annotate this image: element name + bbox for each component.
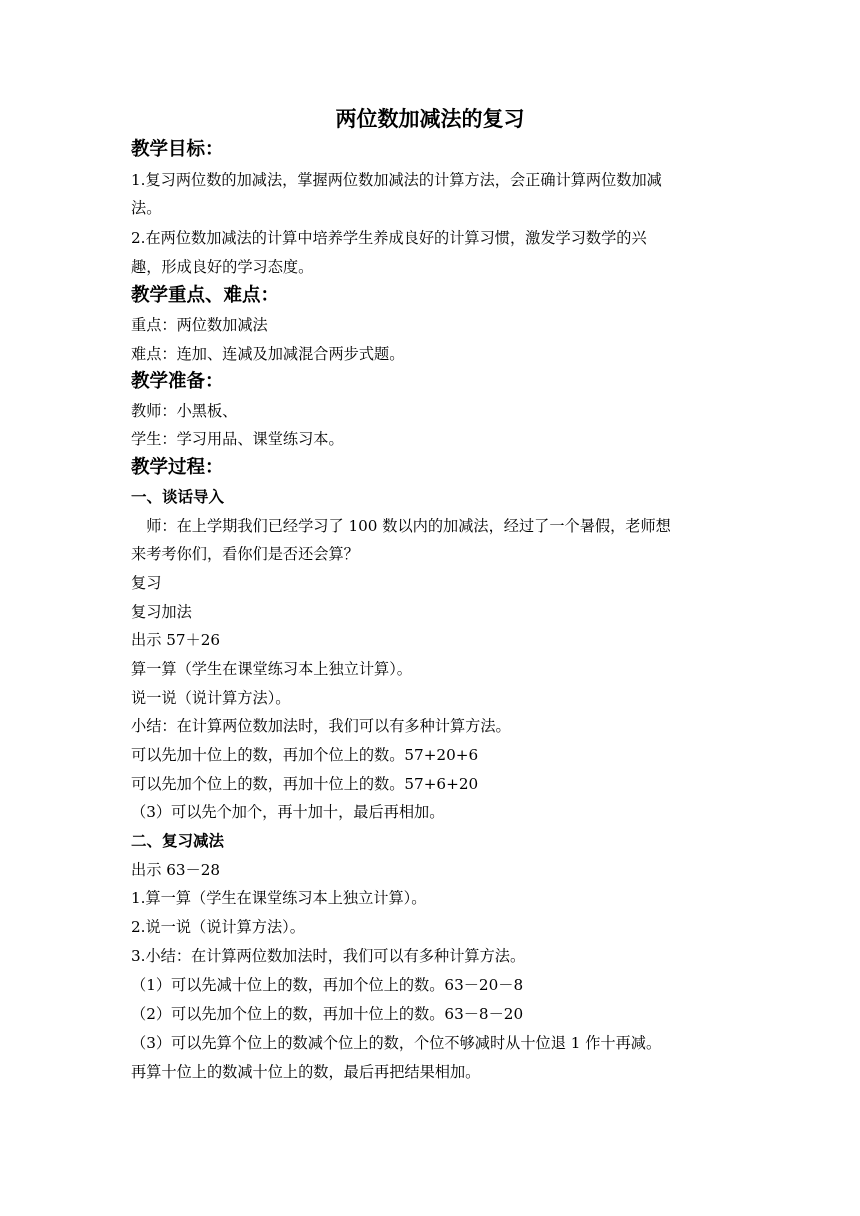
part1-heading: 一、谈话导入	[131, 488, 225, 506]
objectives-line: 1.复习两位数的加减法，掌握两位数加减法的计算方法，会正确计算两位数加减	[131, 171, 662, 189]
process-line: 再算十位上的数减十位上的数，最后再把结果相加。	[131, 1063, 481, 1081]
objectives-line: 2.在两位数加减法的计算中培养学生养成良好的计算习惯，激发学习数学的兴	[131, 229, 647, 247]
process-line: 出示 63－28	[131, 861, 221, 879]
process-line: （2）可以先加个位上的数，再加十位上的数。63－8－20	[131, 1005, 524, 1023]
key-points-heading: 教学重点、难点：	[131, 285, 280, 306]
process-line: 师：在上学期我们已经学习了 100 数以内的加减法，经过了一个暑假，老师想	[131, 517, 671, 535]
process-line: 来考考你们，看你们是否还会算？	[131, 545, 359, 563]
objectives-line: 法。	[131, 199, 162, 217]
part2-heading: 二、复习减法	[131, 832, 225, 850]
preparation-line: 教师：小黑板、	[131, 402, 238, 420]
objectives-line: 趣，形成良好的学习态度。	[131, 258, 314, 276]
process-line: 出示 57＋26	[131, 631, 221, 649]
process-heading: 教学过程：	[131, 457, 224, 478]
process-line: 1.算一算（学生在课堂练习本上独立计算）。	[131, 889, 427, 907]
objectives-heading: 教学目标：	[131, 139, 224, 160]
process-line: 3.小结：在计算两位数加法时，我们可以有多种计算方法。	[131, 947, 526, 965]
process-line: 可以先加个位上的数，再加十位上的数。57+6+20	[131, 775, 479, 793]
preparation-heading: 教学准备：	[131, 371, 224, 392]
process-line: 说一说（说计算方法）。	[131, 689, 291, 707]
process-line: 可以先加十位上的数，再加个位上的数。57+20+6	[131, 746, 479, 764]
process-line: 复习	[131, 574, 162, 592]
process-line: 算一算（学生在课堂练习本上独立计算）。	[131, 660, 412, 678]
process-line: （1）可以先减十位上的数，再加个位上的数。63－20－8	[131, 976, 524, 994]
document-title: 两位数加减法的复习	[335, 107, 525, 131]
process-line: 2.说一说（说计算方法）。	[131, 918, 305, 936]
process-line: （3）可以先个加个，再十加十，最后再相加。	[131, 803, 445, 821]
preparation-line: 学生：学习用品、课堂练习本。	[131, 430, 344, 448]
difficulty-line: 难点：连加、连减及加减混合两步式题。	[131, 345, 405, 363]
process-line: 复习加法	[131, 603, 192, 621]
process-line: （3）可以先算个位上的数减个位上的数，个位不够减时从十位退 1 作十再减。	[131, 1034, 662, 1052]
process-line: 小结：在计算两位数加法时，我们可以有多种计算方法。	[131, 717, 511, 735]
key-point-line: 重点：两位数加减法	[131, 316, 268, 334]
